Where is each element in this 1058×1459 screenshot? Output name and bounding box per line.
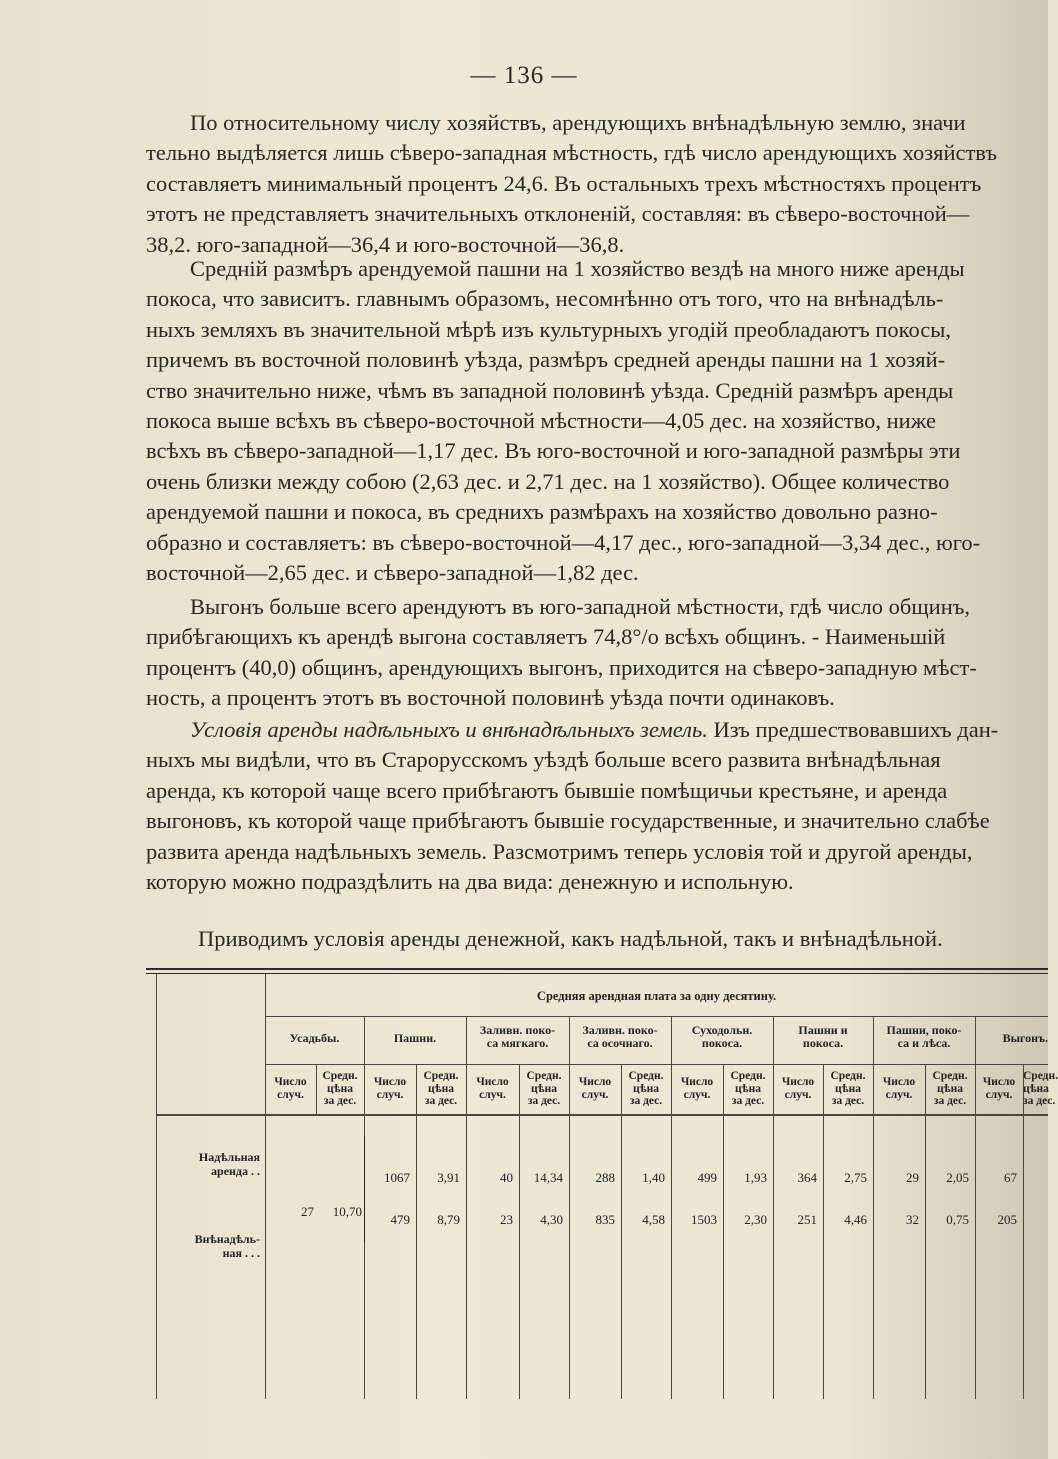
text-line: прибѣгающихъ къ арендѣ выгона составляетъ 74,8°/о всѣхъ общинъ. - Наименьшій [146, 624, 946, 650]
subheader-price: Средн. цѣна за дес. [322, 1070, 358, 1107]
subcolumn-divider [416, 1064, 417, 1399]
table-top-rule [146, 968, 1048, 970]
row-label-text: ная . . . [222, 1246, 260, 1260]
section-heading: Условія аренды надѣльныхъ и внѣнадѣльныхъ земель. [190, 717, 708, 742]
subheader-count: Число случ. [373, 1076, 407, 1101]
text-line: развита аренда надѣльныхъ земель. Разсмотримъ теперь условія той и другой аренды, [146, 838, 973, 864]
page-number: — 136 — [470, 62, 578, 89]
group-header-zalivn-myagk [466, 1024, 569, 1050]
table-cell: 32 [906, 1212, 919, 1227]
text-line: выгоновъ, къ которой чаще прибѣгаютъ бывшіе государственные, и значительно слабѣе [146, 808, 990, 834]
text-line: тельно выдѣляется лишь сѣверо-западная мѣстность, гдѣ число арендующихъ хозяйствъ [146, 140, 998, 166]
subheader-price: Средн. цѣна за дес. [628, 1070, 664, 1107]
header-text: Суходольн. [691, 1023, 753, 1037]
row-label-vnenadelnaya [150, 1232, 260, 1260]
subheader-count: Число случ. [781, 1076, 815, 1101]
subheader-price: Средн. цѣна за дес. [526, 1070, 562, 1107]
subheader-count: Число случ. [982, 1076, 1016, 1101]
header-divider [265, 1016, 1048, 1017]
table-cell: 2,30 [744, 1212, 767, 1227]
table-cell: 0,75 [946, 1212, 969, 1227]
table-cell: 499 [697, 1170, 717, 1185]
group-header-pashni: Пашни. [393, 1031, 437, 1045]
header-text: са мягкаго. [486, 1036, 549, 1050]
subheader-count: Число случ. [476, 1076, 509, 1101]
table-cell: 14,34 [533, 1170, 563, 1185]
header-text: са и лѣса. [897, 1036, 951, 1050]
group-divider [671, 1016, 672, 1399]
usadby-count: 27 [301, 1204, 314, 1219]
subcolumn-divider [621, 1064, 622, 1399]
subheader-count: Число случ. [274, 1076, 307, 1101]
group-divider [975, 1016, 976, 1399]
text-line: Приводимъ условія аренды денежной, какъ надѣльной, такъ и внѣнадѣльной. [198, 926, 943, 951]
paragraph-4 [146, 715, 1046, 897]
group-header-vygon: Выгонъ. [1002, 1031, 1048, 1045]
table-title: Средняя арендная плата за одну десятину. [536, 989, 777, 1003]
table-cell: 479 [390, 1212, 410, 1227]
subheader-price: Средн. цѣна за дес. [1023, 1070, 1058, 1107]
table-cell: 835 [595, 1212, 615, 1227]
table-cell: 251 [797, 1212, 817, 1227]
table-cell: 205 [997, 1212, 1017, 1227]
paragraph-3 [146, 592, 1046, 714]
text-line: этотъ не представляетъ значительныхъ отклоненій, составляя: въ сѣверо-восточной— [146, 201, 970, 227]
header-text: Заливн. поко- [479, 1023, 556, 1037]
subcolumn-divider [925, 1064, 926, 1399]
text-line: составляетъ минимальный процентъ 24,6. Въ остальныхъ трехъ мѣстностяхъ процентъ [146, 170, 982, 196]
header-text: Пашни, поко- [886, 1023, 962, 1037]
text-line: 38,2. юго-западной—36,4 и юго-восточной—36,8. [146, 231, 625, 257]
subheader-price: Средн. цѣна за дес. [830, 1070, 866, 1107]
text-line: ныхъ мы видѣли, что въ Старорусскомъ уѣздѣ больше всего развита внѣнадѣльная [146, 747, 941, 773]
group-header-zalivn-osoch [569, 1024, 671, 1050]
text-line: аренда, къ которой чаще всего прибѣгаютъ бывшіе помѣщичьи крестьяне, и аренда [146, 777, 948, 803]
table-cell: 4,58 [642, 1212, 665, 1227]
subheader-count: Число случ. [578, 1076, 612, 1101]
header-text: покоса. [802, 1036, 844, 1050]
text-line: ство значительно ниже, чѣмъ въ западной половинѣ уѣзда. Средній размѣръ аренды [146, 377, 954, 403]
table-cell: 1,40 [642, 1170, 665, 1185]
row-label-text: Надѣльная [198, 1150, 260, 1164]
group-header-usadby: Усадьбы. [289, 1031, 340, 1045]
text-line: восточной—2,65 дес. и сѣверо-западной—1,82 дес. [146, 559, 639, 585]
table-left-border [156, 974, 157, 1399]
text-line: ность, а процентъ этотъ въ восточной половинѣ уѣзда почти одинаковъ. [146, 685, 835, 711]
table-cell: 4,30 [540, 1212, 563, 1227]
paragraph-2 [146, 254, 1046, 588]
table-cell: 364 [797, 1170, 817, 1185]
subcolumn-divider [723, 1064, 724, 1399]
text-line: образно и составляетъ: въ сѣверо-восточной—4,17 дес., юго-западной—3,34 дес., юго- [146, 529, 981, 555]
table-cell: 8,79 [437, 1212, 460, 1227]
text-line: ныхъ земляхъ въ значительной мѣрѣ изъ культурныхъ угодій преобладаютъ покосы, [146, 316, 951, 342]
table-cell: 2,05 [946, 1170, 969, 1185]
group-header-suhodoln [671, 1024, 773, 1050]
subcolumn-divider [1023, 1064, 1024, 1399]
text-line: которую можно подраздѣлить на два вида: денежную и испольную. [146, 868, 794, 894]
rent-table [146, 968, 1058, 1408]
text-line [146, 715, 1046, 745]
subheader-count: Число случ. [680, 1076, 714, 1101]
group-divider [873, 1016, 874, 1399]
text-line: причемъ въ восточной половинѣ уѣзда, размѣръ средней аренды пашни на 1 хозяй- [146, 347, 946, 373]
group-header-pashni-pokosa-lesa [873, 1024, 975, 1050]
group-divider [773, 1016, 774, 1399]
header-text: Пашни и [798, 1023, 848, 1037]
table-cell: 67 [1004, 1170, 1017, 1185]
header-text: са осочнаго. [587, 1036, 653, 1050]
text-line: покоса, что зависитъ. главнымъ образомъ, несомнѣнно отъ того, что на внѣнадѣль- [146, 286, 944, 312]
subcolumn-divider [823, 1064, 824, 1399]
subheader-price: Средн. цѣна за дес. [932, 1070, 968, 1107]
table-cell: 4,46 [844, 1212, 867, 1227]
text-line: покоса выше всѣхъ въ сѣверо-восточной мѣстности—4,05 дес. на хозяйство, ниже [146, 407, 936, 433]
subcolumn-divider [519, 1064, 520, 1399]
header-bottom-rule [156, 1114, 1048, 1116]
subheader-count: Число случ. [882, 1076, 916, 1101]
text-line: всѣхъ въ сѣверо-западной—1,17 дес. Въ юго-восточной и юго-западной размѣры эти [146, 438, 961, 464]
header-divider [265, 1064, 1048, 1065]
header-text: Заливн. поко- [582, 1023, 658, 1037]
group-divider [466, 1016, 467, 1399]
table-cell: 2,75 [844, 1170, 867, 1185]
table-cell: 23 [500, 1212, 513, 1227]
text-line: очень близки между собою (2,63 дес. и 2,71 дес. на 1 хозяйство). Общее количество [146, 468, 950, 494]
table-cell: 40 [500, 1170, 513, 1185]
row-label-nadelnaya [150, 1150, 260, 1178]
subheader-price: Средн. цѣна за дес. [730, 1070, 766, 1107]
text-line: По относительному числу хозяйствъ, арендующихъ внѣнадѣльную землю, значи [190, 110, 966, 135]
group-divider [569, 1016, 570, 1399]
paragraph-5 [146, 924, 1046, 954]
row-label-text: Внѣнадѣль- [194, 1232, 260, 1246]
table-cell: 3,91 [437, 1170, 460, 1185]
table-top-rule [146, 973, 1048, 974]
paragraph-1 [146, 108, 1046, 260]
table-cell: 1067 [384, 1170, 410, 1185]
text-line: Выгонъ больше всего арендуютъ въ юго-западной мѣстности, гдѣ число общинъ, [190, 594, 971, 619]
header-text: покоса. [701, 1036, 743, 1050]
subheader-price: Средн. цѣна за дес. [423, 1070, 459, 1107]
text-line: Средній размѣръ арендуемой пашни на 1 хозяйство вездѣ на много ниже аренды [190, 256, 965, 281]
usadby-price: 10,70 [332, 1204, 362, 1219]
text-span: Изъ предшествовавшихъ дан- [707, 717, 999, 742]
group-header-pashni-pokosa [773, 1024, 873, 1050]
table-cell: 29 [906, 1170, 919, 1185]
text-line: процентъ (40,0) общинъ, арендующихъ выгонъ, приходится на сѣверо-западную мѣст- [146, 654, 977, 680]
table-cell: 1503 [691, 1212, 717, 1227]
text-line: арендуемой пашни и покоса, въ среднихъ размѣрахъ на хозяйство довольно разно- [146, 499, 938, 525]
table-cell: 1,93 [744, 1170, 767, 1185]
row-label-text: аренда . . [211, 1164, 260, 1178]
table-cell: 288 [595, 1170, 615, 1185]
